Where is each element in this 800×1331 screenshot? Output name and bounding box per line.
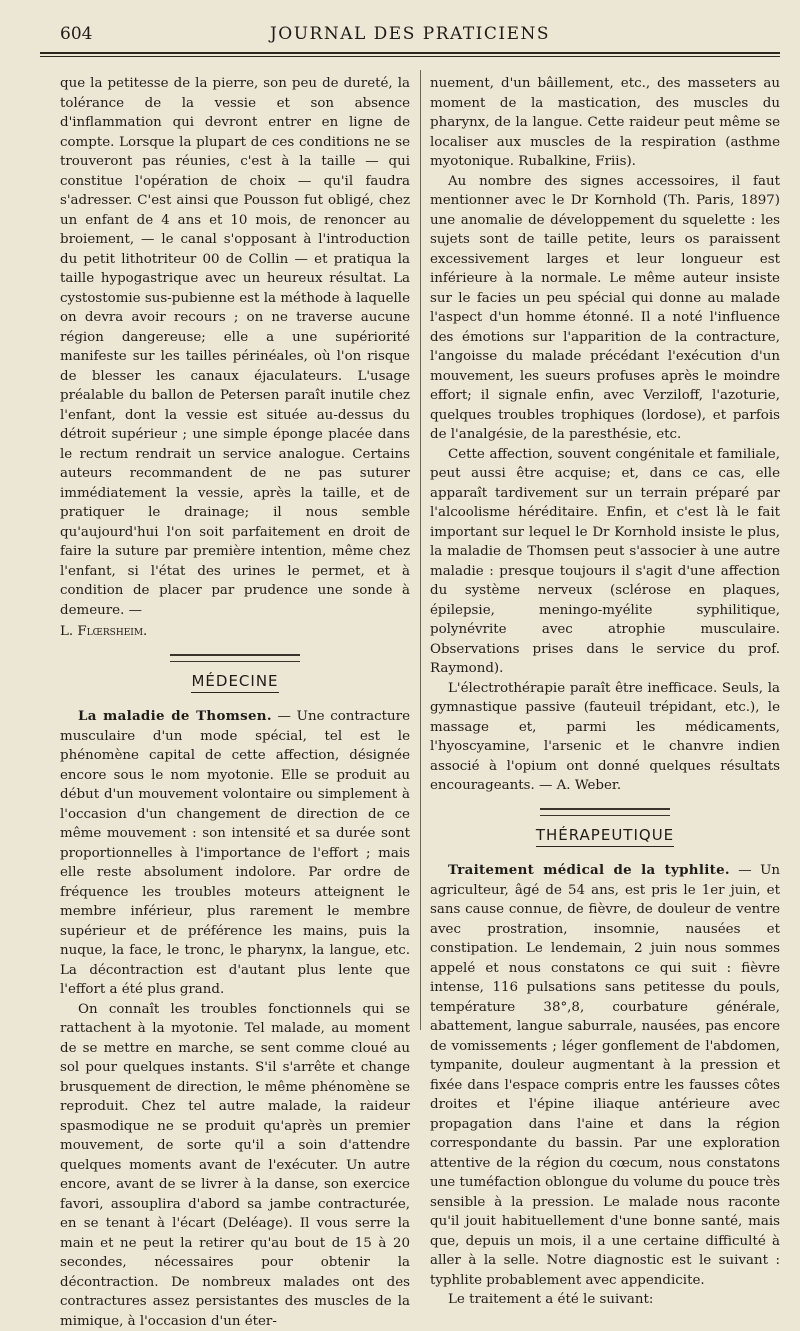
section-rule (170, 654, 300, 662)
paragraph: Le traitement a été le suivant: (430, 1290, 780, 1310)
journal-title: JOURNAL DES PRATICIENS (40, 24, 780, 44)
paragraph: Cette affection, souvent congénitale et familiale, peut aussi être acquise; et, dans ce cas, elle apparaît tardivement sur un terrain préparé par l'alcoolisme héréditaire. Enfin, et c'est là le fait important sur lequel le Dr Kornhold insiste le plus, la maladie de Thomsen peut s'associer à une autre maladie : presque toujours il s'agit d'une affection du système nerveux (sclérose en plaques, épilepsie, meningo-myélite syphilitique, polynévrite avec atrophie musculaire. Observations prises dans le service du prof. Raymond). (430, 445, 780, 679)
paragraph: Au nombre des signes accessoires, il faut mentionner avec le Dr Kornhold (Th. Paris, 1897) une anomalie de développement du squelette : les sujets sont de taille petite, leurs os paraissent excessivement larges et leur longueur est inférieure à la normale. Le même auteur insiste sur le facies un peu spécial qui donne au malade l'aspect d'un homme étonné. Il a noté l'influence des émotions sur l'apparition de la contracture, l'angoisse du malade précédant l'exécution d'un mouvement, les sueurs profuses après le moindre effort; il signale enfin, avec Verziloff, l'azoturie, quelques troubles trophiques (lordose), et parfois de l'analgésie, de la paresthésie, etc. (430, 172, 780, 445)
article-title: Traitement médical de la typhlite. (448, 862, 730, 878)
section-heading-medecine (60, 672, 410, 692)
left-column (60, 74, 410, 1331)
author-signature: L. Flœrsheim. (60, 622, 410, 642)
page-number: 604 (60, 24, 92, 44)
section-heading-text: THÉRAPEUTIQUE (536, 826, 674, 847)
paragraph: nuement, d'un bâillement, etc., des masseters au moment de la mastication, des muscles du pharynx, de la langue. Cette raideur peut même se localiser aux muscles de la respiration (asthme myotonique. Rubalkine, Friis). (430, 74, 780, 172)
article-paragraph (430, 861, 780, 1290)
article-text: — Un agriculteur, âgé de 54 ans, est pris le 1er juin, et sans cause connue, de fièvre, de douleur de ventre avec prostration, insomnie, nausées et constipation. Le lendemain, 2 juin nous sommes appelé et nous constatons ce qui suit : fièvre intense, 116 pulsations sans petitesse du pouls, température 38°,8, courbature générale, abattement, langue saburrale, nausées, pas encore de vomissements ; léger gonflement de l'abdomen, tympanite, douleur augmentant à la pression et fixée dans l'espace compris entre les fausses côtes droites et l'épine iliaque antérieure avec propagation dans l'aine et dans la région correspondante du bassin. Par une exploration attentive de la région du cœcum, nous constatons une tuméfaction oblongue du volume du pouce très sensible à la pression. Le malade nous raconte qu'il jouit habituellement d'une bonne santé, mais que, depuis un mois, il a une certaine difficulté à aller à la selle. Notre diagnostic est le suivant : typhlite probablement avec appendicite. (430, 863, 780, 1288)
header-rule (40, 52, 780, 54)
section-heading-text: MÉDECINE (191, 672, 278, 693)
page-header (40, 24, 780, 50)
right-column (430, 74, 780, 1310)
article-paragraph (60, 707, 410, 1000)
paragraph: L'électrothérapie paraît être inefficace. Seuls, la gymnastique passive (fauteuil trépidant, etc.), le massage et, parmi les médicaments, l'hyoscyamine, l'arsenic et le chanvre indien associé à l'opium ont donné quelques résultats encourageants. — A. Weber. (430, 679, 780, 796)
section-rule (540, 808, 670, 816)
column-divider (420, 70, 421, 1030)
article-text: — Une contracture musculaire d'un mode spécial, tel est le phénomène capital de cette affection, désignée encore sous le nom myotonie. Elle se produit au début d'un mouvement volontaire ou simplement à l'occasion d'un changement de direction de ce même mouvement : son intensité et sa durée sont proportionnelles à l'importance de l'effort ; mais elle reste absolument indolore. Par ordre de fréquence les troubles moteurs atteignent le membre inférieur, plus rarement le membre supérieur et de préférence les mains, puis la nuque, la face, le tronc, le pharynx, la langue, etc. La décontraction est d'autant plus lente que l'effort a été plus grand. (60, 709, 410, 997)
paragraph: On connaît les troubles fonctionnels qui se rattachent à la myotonie. Tel malade, au moment de se mettre en marche, se sent comme cloué au sol pour quelques instants. S'il s'arrête et change brusquement de direction, le même phénomène se reproduit. Chez tel autre malade, la raideur spasmodique ne se produit qu'après un premier mouvement, de sorte qu'il a soin d'attendre quelques moments avant de l'exécuter. Un autre encore, avant de se livrer à la danse, son exercice favori, assouplira d'abord sa jambe contracturée, en se tenant à l'écart (Deléage). Il vous serre la main et ne peut la retirer qu'au bout de 15 à 20 secondes, nécessaires pour obtenir la décontraction. De nombreux malades ont des contractures assez persistantes des muscles de la mimique, à l'occasion d'un éter- (60, 1000, 410, 1331)
section-heading-therapeutique (430, 826, 780, 846)
article-title: La maladie de Thomsen. (78, 708, 272, 724)
paragraph: que la petitesse de la pierre, son peu de dureté, la tolérance de la vessie et son absence d'inflammation qui devront entrer en ligne de compte. Lorsque la plupart de ces conditions ne se trouveront pas réunies, c'est à la taille — qui constitue l'opération de choix — qu'il faudra s'adresser. C'est ainsi que Pousson fut obligé, chez un enfant de 4 ans et 10 mois, de renoncer au broiement, — le canal s'opposant à l'introduction du petit lithotriteur 00 de Collin — et pratiqua la taille hypogastrique avec un heureux résultat. La cystostomie sus-pubienne est la méthode à laquelle on devra avoir recours ; on ne traverse aucune région dangereuse; elle a une supériorité manifeste sur les tailles périnéales, où l'on risque de blesser les canaux éjaculateurs. L'usage préalable du ballon de Petersen paraît inutile chez l'enfant, dont la vessie est située au-dessus du détroit supérieur ; une simple éponge placée dans le rectum rendrait un service analogue. Certains auteurs recommandent de ne pas suturer immédiatement la vessie, après la taille, et de pratiquer le drainage; il nous semble qu'aujourd'hui l'on soit parfaitement en droit de faire la suture par première intention, même chez l'enfant, si l'état des urines le permet, et à condition de placer par prudence une sonde à demeure. — (60, 74, 410, 620)
